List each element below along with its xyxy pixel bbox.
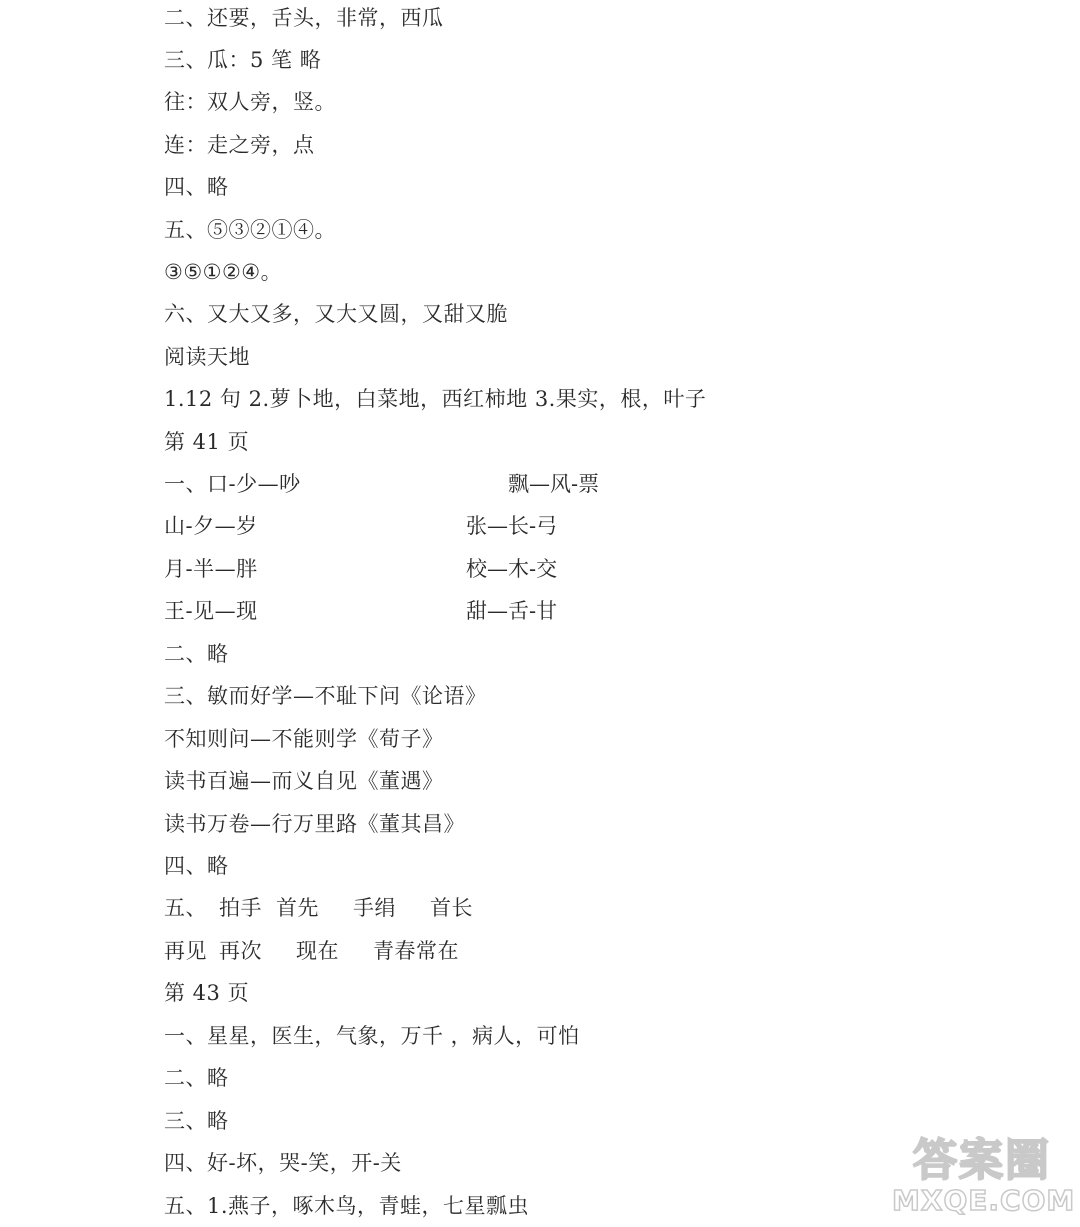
answer-line: 四、好-坏，哭-笑，开-关 <box>164 1151 402 1175</box>
word: 再见 <box>164 939 207 963</box>
word-row <box>164 890 473 926</box>
answer-line: 六、又大又多，又大又圆，又甜又脆 <box>164 302 508 326</box>
word: 首长 <box>430 896 473 920</box>
answer-line: 连：走之旁，点 <box>164 133 315 157</box>
answer-line: 二、略 <box>164 642 229 666</box>
pair-right: 甜—舌-甘 <box>466 599 558 623</box>
word: 再次 <box>219 939 262 963</box>
answer-line: 1.12 句 2.萝卜地，白菜地，西红柿地 3.果实，根，叶子 <box>164 387 707 411</box>
pair-left: 月-半—胖 <box>164 557 258 581</box>
answer-line: 四、略 <box>164 175 229 199</box>
word-row <box>164 933 459 969</box>
pair-left: 王-见—现 <box>164 599 258 623</box>
answer-line: 五、1.燕子，啄木鸟，青蛙，七星瓢虫 <box>164 1194 530 1218</box>
page-heading: 第 41 页 <box>164 430 250 454</box>
word: 手绢 <box>353 896 396 920</box>
watermark-logo <box>892 1135 1076 1219</box>
pair-right: 校—木-交 <box>466 557 558 581</box>
answer-line: 不知则问—不能则学《荀子》 <box>164 727 444 751</box>
watermark-title: 答案圈 <box>913 1135 1051 1186</box>
answer-line: 三、敏而好学—不耻下问《论语》 <box>164 684 487 708</box>
section-heading: 阅读天地 <box>164 345 250 369</box>
pair-right: 张—长-弓 <box>466 514 558 538</box>
word: 拍手 <box>219 896 262 920</box>
answer-line: 往：双人旁，竖。 <box>164 90 336 114</box>
pair-left: 一、口-少—吵 <box>164 472 301 496</box>
answer-line: 三、瓜：5 笔 略 <box>164 48 322 72</box>
answer-line: 三、略 <box>164 1109 229 1133</box>
word: 现在 <box>296 939 339 963</box>
answer-line: 一、星星，医生，气象，万千 ，病人，可怕 <box>164 1024 580 1048</box>
word: 青春常在 <box>373 939 459 963</box>
answer-line: 五、⑤③②①④。 <box>164 218 336 242</box>
word-row-prefix: 五、 <box>164 896 207 920</box>
answer-line: 二、还要，舌头，非常，西瓜 <box>164 6 444 30</box>
pair-right: 飘—风-票 <box>508 472 600 496</box>
answer-line: 读书万卷—行万里路《董其昌》 <box>164 812 465 836</box>
word: 首先 <box>276 896 319 920</box>
answer-line: 二、略 <box>164 1066 229 1090</box>
pair-left: 山-夕—岁 <box>164 514 258 538</box>
answer-line: 读书百遍—而义自见《董遇》 <box>164 769 444 793</box>
watermark-domain: MXQE.COM <box>892 1184 1076 1217</box>
answer-line: ③⑤①②④。 <box>164 260 283 284</box>
answer-line: 四、略 <box>164 854 229 878</box>
page-heading: 第 43 页 <box>164 981 250 1005</box>
